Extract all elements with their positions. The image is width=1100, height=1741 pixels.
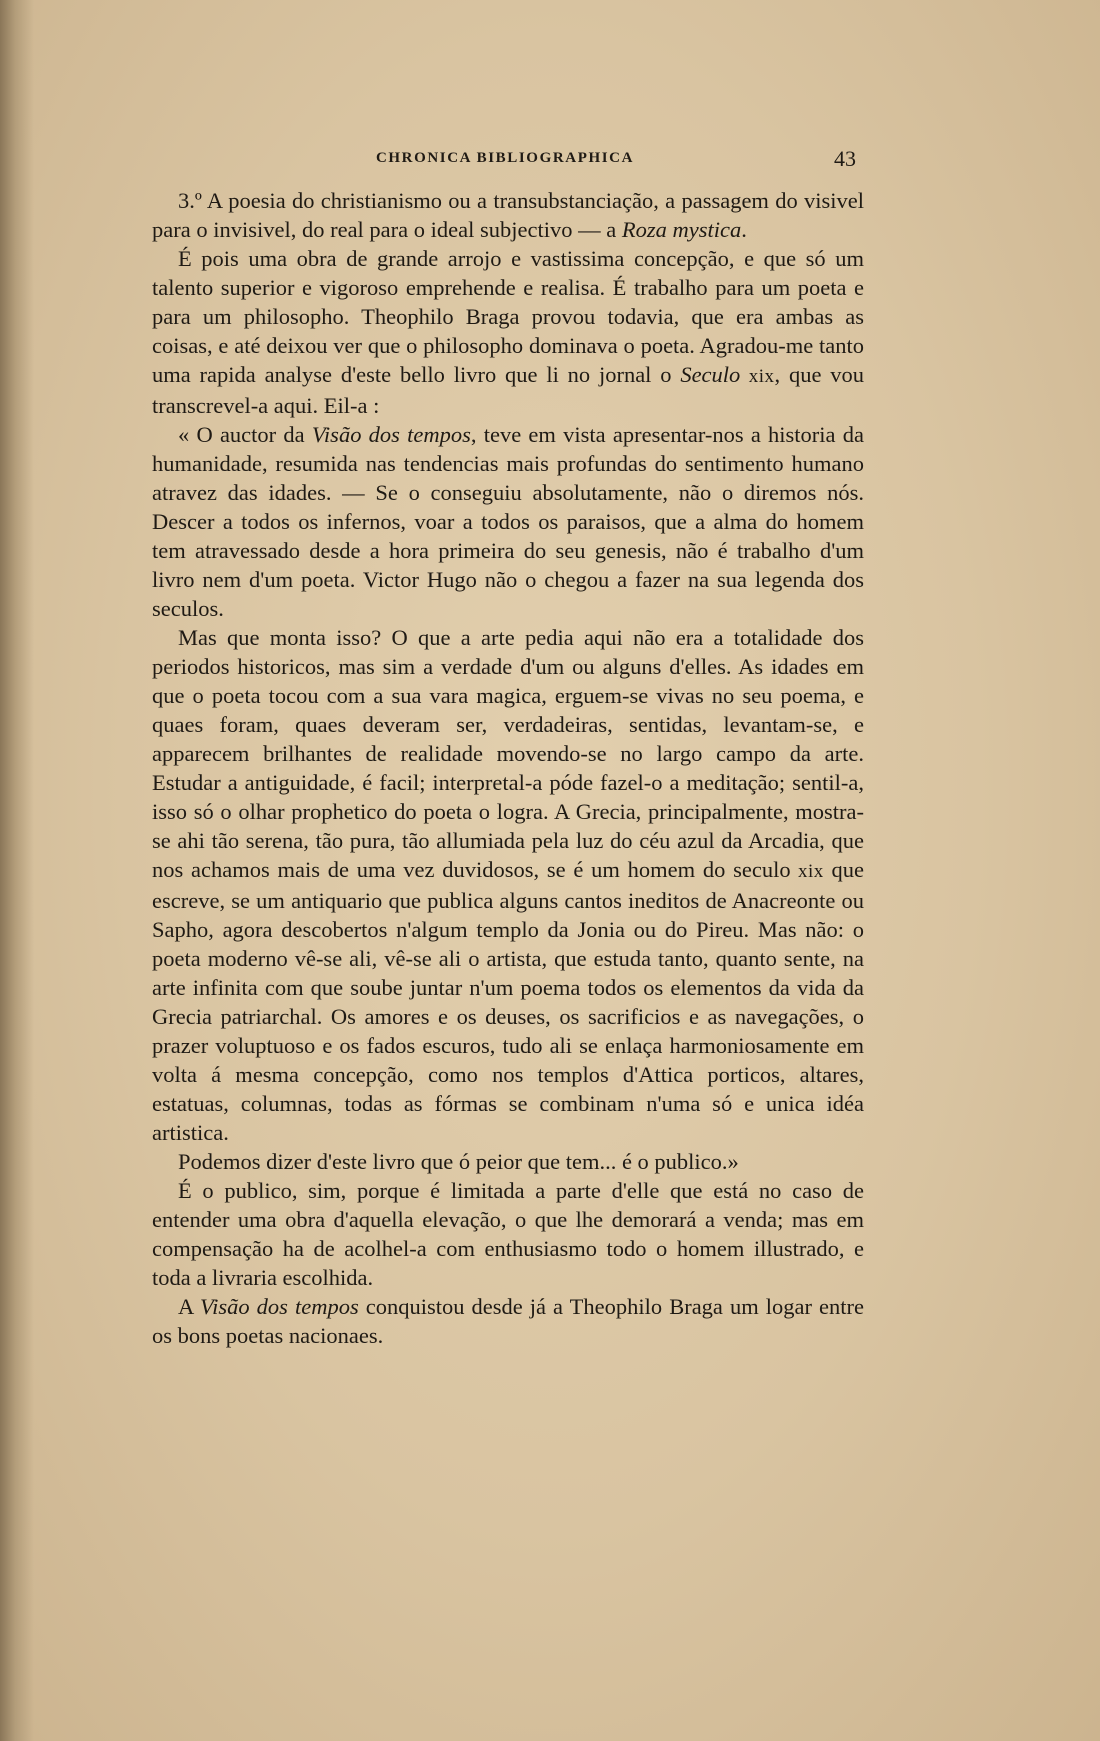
paragraph-text: « O auctor da <box>178 422 312 447</box>
page-number: 43 <box>834 146 856 171</box>
running-title: CHRONICA BIBLIOGRAPHICA <box>375 150 635 166</box>
paragraph-6 <box>152 1176 864 1292</box>
paragraph-text: Podemos dizer d'este livro que ó peior que tem... é o publico.» <box>178 1149 739 1174</box>
paragraph-3 <box>152 420 864 623</box>
century-numeral: xix <box>790 861 824 882</box>
century-numeral: xix <box>740 366 775 387</box>
italic-title: Seculo <box>680 362 741 387</box>
paragraph-7 <box>152 1292 864 1350</box>
paragraph-text: Mas que monta isso? O que a arte pedia aqui não era a totalidade dos periodos historicos, mas sim a verdade d'um ou alguns d'elles. As idades em que o poeta tocou com a sua vara magica, erguem-se vivas no seu poema, e quaes foram, quaes deveram ser, verdadeiras, sentidas, levantam-se, e apparecem brilhantes de realidade movendo-se no largo campo da arte. Estudar a antiguidade, é facil; interpretal-a póde fazel-o a meditação; sentil-a, isso só o olhar prophetico do poeta o logra. A Grecia, principalmente, mostra-se ahi tão serena, tão pura, tão allumiada pela luz do céu azul da Arcadia, que nos achamos mais de uma vez duvidosos, se é um homem do seculo <box>152 625 864 882</box>
paragraph-text: , que vou transcrevel-a aqui. Eil-a : <box>152 362 864 418</box>
paragraph-text: . <box>741 217 747 242</box>
italic-title: Roza mystica <box>621 217 742 242</box>
paragraph-text: A <box>178 1294 201 1319</box>
paragraph-text: , teve em vista apresentar-nos a historia da humanidade, resumida nas tendencias mais profundas do sentimento humano atravez das idades. — Se o conseguiu absolutamente, não o diremos nós. Descer a todos os infernos, voar a todos os paraisos, que a alma do homem tem atravessado desde a hora primeira do seu genesis, não é trabalho d'um livro nem d'um poeta. Victor Hugo não o chegou a fazer na sua legenda dos seculos. <box>152 422 864 621</box>
paragraph-2 <box>152 244 864 420</box>
paragraph-text: conquistou desde já a Theophilo Braga um logar entre os bons poetas nacionaes. <box>152 1294 864 1348</box>
paragraph-4 <box>152 623 864 1147</box>
paragraph-text: É pois uma obra de grande arrojo e vastissima concepção, e que só um talento superior e vigoroso emprehende e realisa. É trabalho para um poeta e para um philosopho. Theophilo Braga provou todavia, que era ambas as coisas, e até deixou ver que o philosopho dominava o poeta. Agradou-me tanto uma rapida analyse d'este bello livro que li no jornal o <box>152 246 864 387</box>
paragraph-text: 3.º A poesia do christianismo ou a transubstanciação, a passagem do visivel para o invisivel, do real para o ideal subjectivo — a <box>152 188 864 242</box>
paragraph-5 <box>152 1147 864 1176</box>
italic-title: Visão dos tempos <box>200 1294 359 1319</box>
body-text <box>152 186 864 1350</box>
page-header <box>150 146 860 176</box>
paragraph-text: É o publico, sim, porque é limitada a parte d'elle que está no caso de entender uma obra d'aquella elevação, o que lhe demorará a venda; mas em compensação ha de acolhel-a com enthusiasmo todo o homem illustrado, e toda a livraria escolhida. <box>152 1178 864 1290</box>
paragraph-text: que escreve, se um antiquario que publica alguns cantos ineditos de Anacreonte ou Sapho, agora descobertos n'algum templo da Jonia ou do Pireu. Mas não: o poeta moderno vê-se ali, vê-se ali o artista, que estuda tanto, quanto sente, na arte infinita com que soube juntar n'um poema todos os elementos da vida da Grecia patriarchal. Os amores e os deuses, os sacrificios e as navegações, o prazer voluptuoso e os fados escuros, tudo ali se enlaça harmoniosamente em volta á mesma concepção, como nos templos d'Attica porticos, altares, estatuas, columnas, todas as fórmas se combinam n'uma só e unica idéa artistica. <box>152 857 864 1145</box>
italic-title: Visão dos tempos <box>311 422 471 447</box>
paragraph-1 <box>152 186 864 244</box>
page-edge-shadow <box>0 0 34 1741</box>
